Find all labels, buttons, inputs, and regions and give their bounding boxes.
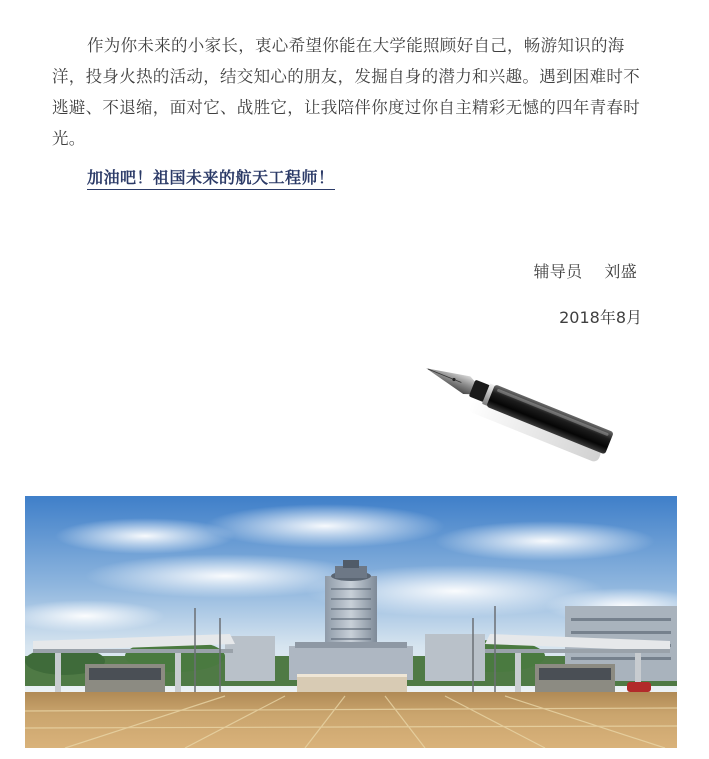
fountain-pen-icon [420, 355, 620, 475]
letter-paragraph: 作为你未来的小家长，衷心希望你能在大学能照顾好自己，畅游知识的海洋，投身火热的活动，结交知心的朋友，发掘自身的潜力和兴趣。遇到困难时不逃避、不退缩，面对它、战胜它，让我陪伴你度过你自主精彩无憾的四年青春时光。 [52, 36, 640, 148]
letter-date: 2018年8月 [559, 308, 642, 327]
letter-body [52, 30, 652, 154]
signature [533, 259, 637, 282]
signature-title: 辅导员 [533, 262, 583, 281]
slogan-text: 加油吧！祖国未来的航天工程师！ [87, 165, 335, 190]
signature-name: 刘盛 [604, 262, 637, 281]
campus-photo [25, 496, 677, 748]
